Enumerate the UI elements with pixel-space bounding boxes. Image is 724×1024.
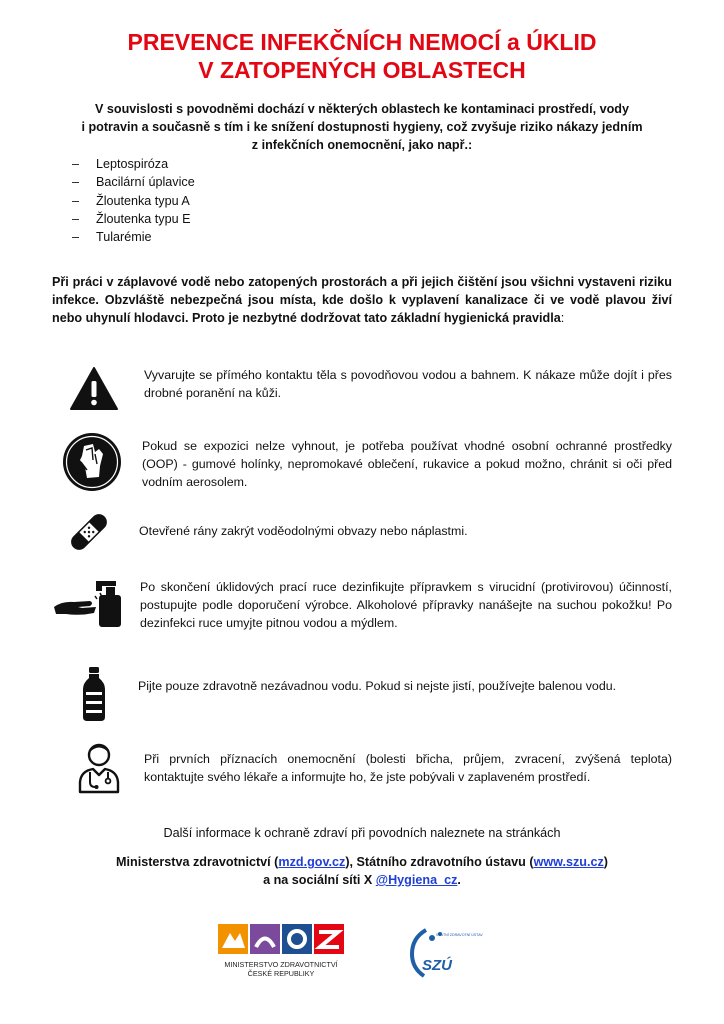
list-marker: – (72, 193, 80, 208)
ministry-country: ČESKÉ REPUBLIKY (247, 969, 315, 978)
rule-text: Pokud se expozici nelze vyhnout, je potřeba používat vhodné osobní ochranné prostředky (OOP) - gumové holínky, nepromokavé oblečení, rukavice a pokud možno, chránit si oči před vodním aerosolem. (142, 439, 672, 490)
links-text: ) (603, 855, 608, 869)
disease-name: Tularémie (96, 230, 152, 245)
links-text: ), Státního zdravotního ústavu ( (345, 855, 534, 869)
ministry-name: MINISTERSTVO ZDRAVOTNICTVÍ (224, 960, 338, 969)
links-text: a na sociální síti X (263, 873, 376, 887)
rule-text: Při prvních příznacích onemocnění (bolesti břicha, průjem, zvracení, zvýšená teplota) kontaktujte svého lékaře a informujte ho, že jste pobývali v zaplaveném prostředí. (144, 752, 672, 785)
intro-line: V souvislosti s povodněmi dochází v některých oblastech ke kontaminaci prostředí, vody (95, 102, 629, 116)
rule-cover-wounds (52, 507, 672, 557)
ministry-logo-mark (218, 924, 344, 956)
list-item (72, 210, 195, 228)
links-line-2 (0, 871, 724, 889)
mzd-link[interactable]: mzd.gov.cz (278, 855, 346, 869)
ministry-of-health-logo (218, 924, 348, 984)
intro-line: z infekčních onemocnění, jako např.: (251, 138, 473, 152)
links-text: Ministerstva zdravotnictví ( (116, 855, 279, 869)
links-text: . (457, 873, 461, 887)
szu-small-text: STÁTNÍ ZDRAVOTNÍ ÚSTAV (436, 933, 483, 937)
page-title (0, 28, 724, 84)
intro-paragraph (52, 100, 672, 154)
warning-triangle-icon (69, 366, 119, 417)
list-item (72, 173, 195, 191)
rule-text: Pijte pouze zdravotně nezávadnou vodu. Pokud si nejste jistí, používejte balenou vodu. (138, 679, 617, 693)
ministry-logo-text (218, 960, 344, 978)
rule-text: Vyvarujte se přímého kontaktu těla s povodňovou vodou a bahnem. K nákaze může dojít i přes drobné poranění na kůži. (144, 368, 672, 401)
szu-logo-mark (404, 924, 483, 982)
doctor-icon (77, 742, 121, 799)
more-info-text: Další informace k ochraně zdraví při povodních naleznete na stránkách (163, 826, 561, 840)
disease-name: Žloutenka typu E (96, 211, 191, 226)
rule-safe-water (52, 660, 672, 726)
rule-avoid-contact (52, 360, 672, 420)
list-marker: – (72, 175, 80, 190)
list-item (72, 228, 195, 246)
title-line-2: V ZATOPENÝCH OBLASTECH (198, 57, 526, 83)
hand-sanitizer-icon (52, 577, 124, 634)
list-item (72, 192, 195, 210)
links-line-1 (0, 853, 724, 871)
water-bottle-icon (80, 666, 108, 727)
hygiene-rules-intro (52, 273, 672, 327)
rule-protective-equipment (52, 430, 672, 500)
disease-list (72, 155, 195, 246)
rule-contact-doctor (52, 742, 672, 798)
glove-icon (62, 432, 122, 497)
warning-text: Při práci v záplavové vodě nebo zatopených prostorách a při jejich čištění jsou všichni vystaveni riziku infekce. Obzvláště nebezpečná jsou místa, kde došlo k vyplavení kanalizace či ve vodě plavou živí nebo uhynulí hlodavci. Proto je nezbytné dodržovat tato základní hygienická pravidla (52, 275, 672, 325)
contact-links (0, 853, 724, 889)
rule-text: Otevřené rány zakrýt voděodolnými obvazy nebo náplastmi. (139, 524, 468, 538)
title-line-1: PREVENCE INFEKČNÍCH NEMOCÍ a ÚKLID (127, 29, 597, 55)
disease-name: Bacilární úplavice (96, 175, 195, 190)
szu-logo (404, 924, 483, 982)
intro-line: i potravin a současně s tím i ke snížení dostupnosti hygieny, což zvyšuje riziko nákazy jedním (81, 120, 643, 134)
warning-colon: : (560, 311, 565, 325)
szu-link[interactable]: www.szu.cz (533, 855, 604, 869)
bandage-icon (66, 509, 112, 560)
list-marker: – (72, 211, 80, 226)
rule-text: Po skončení úklidových prací ruce dezinfikujte přípravkem s virucidní (protivirovou) účinností, postupujte podle doporučení výrobce. Alkoholové přípravky nanášejte na suchou pokožku! Po dezinfekci ruce umyjte pitnou vodou a mýdlem. (140, 580, 672, 631)
rule-disinfect-hands (52, 572, 672, 638)
szu-mark-text: SZÚ (422, 957, 452, 974)
hygiena-x-link[interactable]: @Hygiena_cz (375, 873, 458, 887)
list-item (72, 155, 195, 173)
list-marker: – (72, 157, 80, 171)
disease-name: Žloutenka typu A (96, 193, 190, 208)
list-marker: – (72, 230, 80, 245)
disease-name: Leptospiróza (96, 157, 169, 171)
